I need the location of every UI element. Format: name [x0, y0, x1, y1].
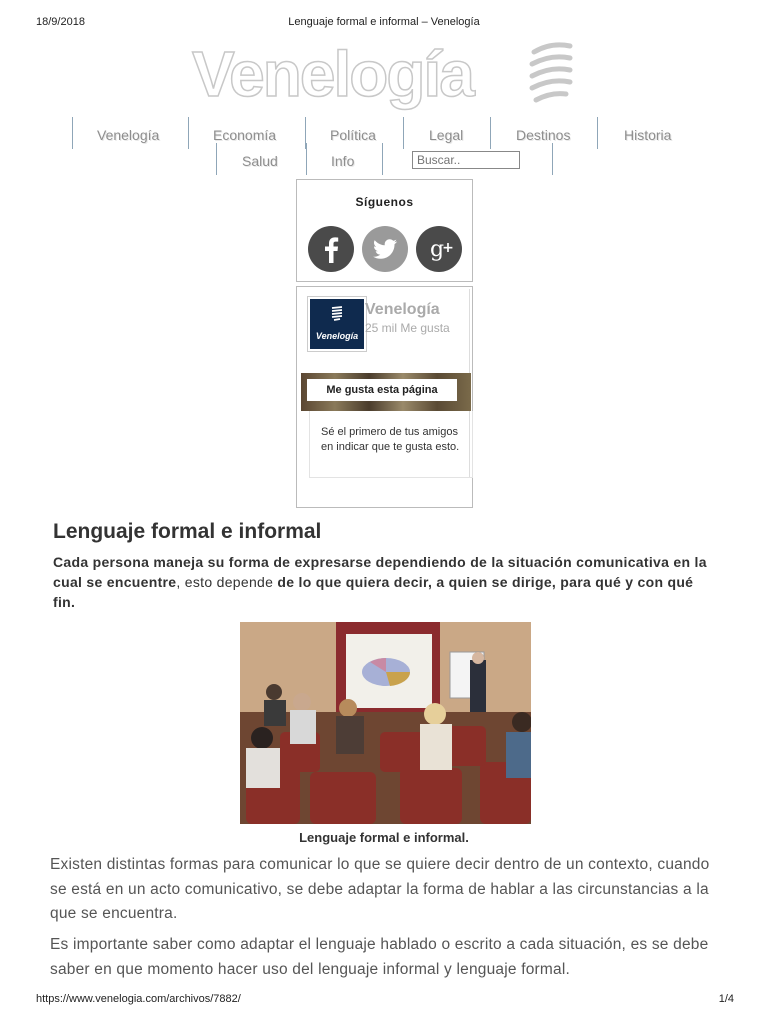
nav-divider	[188, 117, 189, 149]
follow-box	[296, 179, 473, 282]
article-lead	[53, 552, 718, 612]
nav-item-economia[interactable]: Economía	[213, 127, 277, 143]
logo-mark-icon	[330, 305, 344, 321]
print-title: Lenguaje formal e informal – Venelogía	[288, 16, 480, 28]
logo-text: Venelogía	[192, 38, 473, 110]
fb-like-page-button[interactable]	[307, 379, 457, 401]
article-image	[240, 622, 531, 824]
nav-item-legal[interactable]: Legal	[429, 127, 464, 143]
site-logo[interactable]	[192, 36, 582, 112]
article-paragraph-1: Existen distintas formas para comunicar lo que se quiere decir dentro de un contexto, cuando se está en un acto comunicativo, se debe adaptar la forma de hablar a las circunstancias a la que se encuentra.	[50, 856, 710, 922]
search-input[interactable]	[412, 151, 520, 169]
fb-page-name[interactable]: Venelogía	[365, 301, 440, 318]
nav-divider	[552, 143, 553, 175]
lead-bold-part-1: Cada persona maneja su forma de expresarse dependiendo de la situación comunicativa en la cual se encuentre	[53, 554, 707, 590]
facebook-page-widget	[296, 286, 473, 508]
google-plus-icon[interactable]	[415, 225, 463, 273]
logo-mark-icon	[526, 38, 576, 110]
print-date: 18/9/2018	[36, 16, 85, 28]
print-url: https://www.venelogia.com/archivos/7882/	[36, 993, 241, 1005]
fb-widget-inner	[301, 289, 470, 477]
twitter-icon[interactable]	[361, 225, 409, 273]
fb-cover-image	[301, 373, 471, 411]
nav-divider	[490, 117, 491, 149]
svg-text:g: g	[429, 237, 445, 262]
nav-item-info[interactable]: Info	[331, 153, 355, 169]
nav-item-politica[interactable]: Política	[330, 127, 376, 143]
nav-divider	[216, 143, 217, 175]
article-paragraph-2: Es importante saber como adaptar el lenguaje hablado o escrito a cada situación, es se debe saber en que momento hacer uso del lenguaje informal y lenguaje formal.	[50, 936, 709, 978]
conference-photo	[240, 622, 531, 824]
lead-normal-part: , esto depende	[176, 574, 278, 590]
main-nav	[72, 117, 672, 177]
nav-item-salud[interactable]: Salud	[242, 153, 278, 169]
follow-label: Síguenos	[355, 195, 414, 209]
nav-divider	[382, 143, 383, 175]
image-caption: Lenguaje formal e informal.	[299, 830, 469, 845]
facebook-icon[interactable]	[307, 225, 355, 273]
fb-friends-text: Sé el primero de tus amigos en indicar que te gusta esto.	[321, 426, 460, 453]
lead-bold-part-2: de lo que quiera decir, a quien se dirige, para qué y con qué fin.	[53, 574, 694, 610]
fb-like-count: 25 mil Me gusta	[365, 321, 450, 335]
nav-divider	[72, 117, 73, 149]
fb-like-page-label: Me gusta esta página	[326, 384, 438, 396]
nav-item-venelogia[interactable]: Venelogía	[97, 127, 160, 143]
nav-item-historia[interactable]: Historia	[624, 127, 672, 143]
fb-avatar-text: Venelogía	[315, 331, 359, 341]
svg-text:+: +	[442, 240, 454, 256]
print-page-number: 1/4	[718, 993, 734, 1005]
fb-page-avatar[interactable]	[308, 297, 366, 351]
nav-divider	[306, 143, 307, 175]
article-title: Lenguaje formal e informal	[53, 520, 322, 543]
nav-divider	[403, 117, 404, 149]
nav-divider	[597, 117, 598, 149]
nav-item-destinos[interactable]: Destinos	[516, 127, 571, 143]
